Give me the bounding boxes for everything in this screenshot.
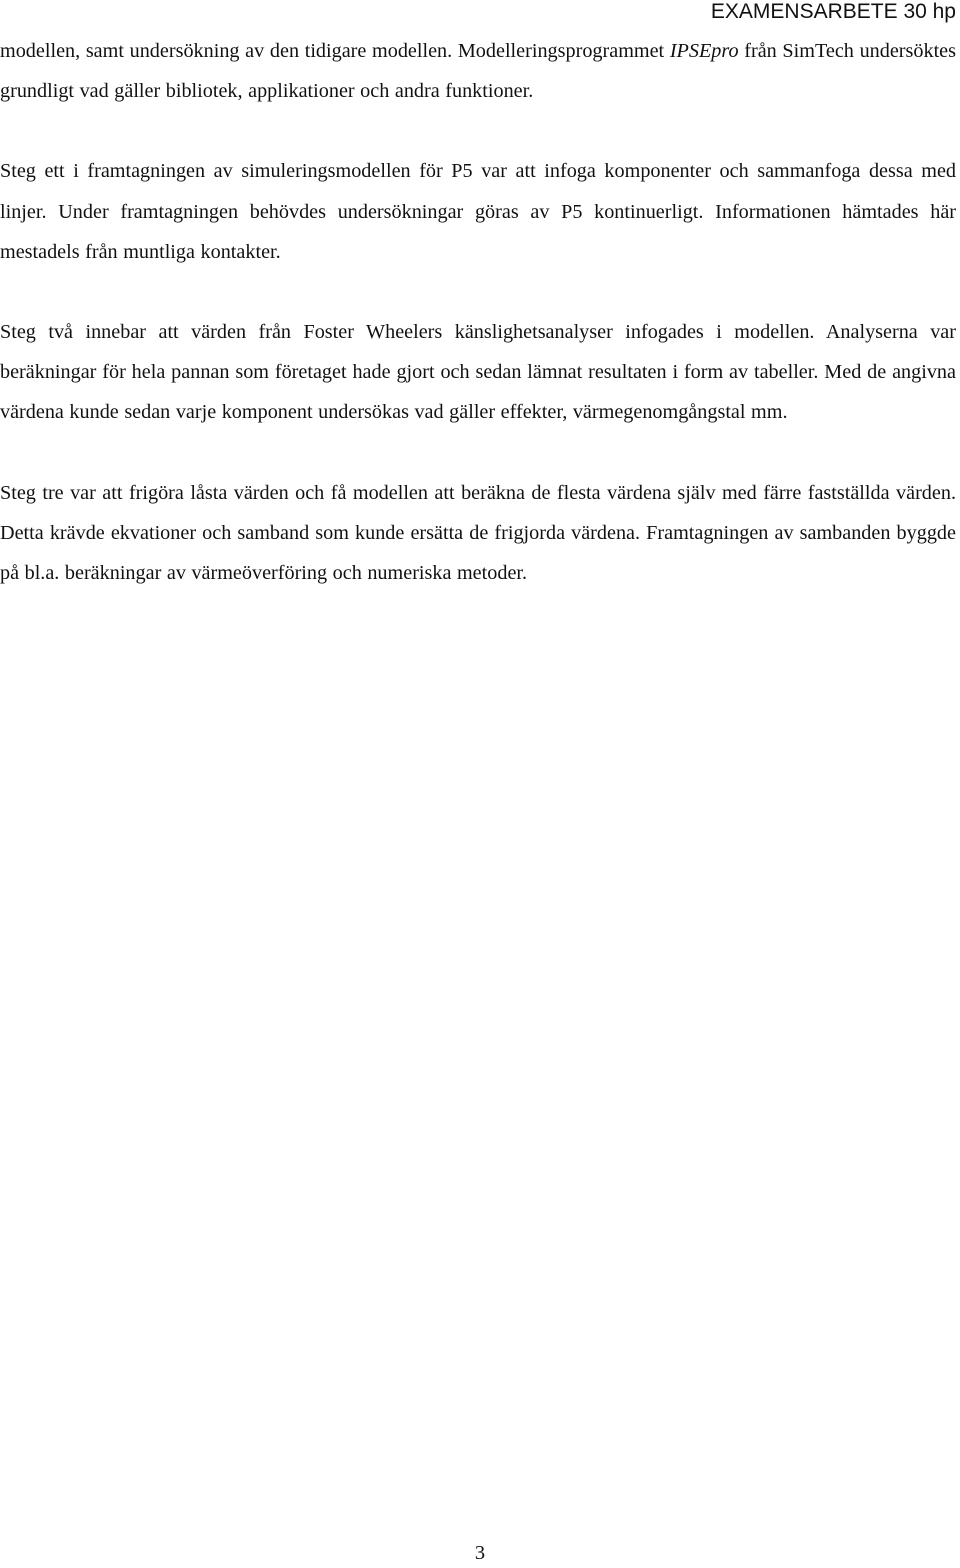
paragraph-step-one: Steg ett i framtagningen av simuleringsmodellen för P5 var att infoga komponenter och sammanfoga dessa med linjer. Under framtagningen behövdes undersökningar göras av P5 kontinuerligt. Informationen hämtades här mestadels från muntliga kontakter. xyxy=(0,160,956,263)
paragraph-step-three: Steg tre var att frigöra låsta värden och få modellen att beräkna de flesta värdena själv med färre fastställda värden. Detta krävde ekvationer och samband som kunde ersätta de frigjorda värdena. Framtagningen av sambanden byggde på bl.a. beräkningar av värmeöverföring och numeriska metoder. xyxy=(0,481,956,585)
paragraph-step-two: Steg två innebar att värden från Foster Wheelers känslighetsanalyser infogades i modellen. Analyserna var beräkningar för hela pannan som företaget hade gjort och sedan lämnat resultaten i form av tabeller. Med de angivna värdena kunde sedan varje komponent undersökas vad gäller effekter, värmegenomgångstal mm. xyxy=(0,321,956,424)
document-body xyxy=(0,31,956,633)
paragraph-intro-text-end: från SimTech undersöktes grundligt vad gäller bibliotek, applikationer och andra funktioner. xyxy=(0,40,957,103)
software-name-emphasis: IPSEpro xyxy=(669,40,739,62)
running-header-title: EXAMENSARBETE 30 hp xyxy=(710,0,956,23)
paragraph-intro xyxy=(0,31,956,111)
page-number: 3 xyxy=(474,1542,486,1564)
paragraph-intro-text-start: modellen, samt undersökning av den tidigare modellen. Modelleringsprogrammet xyxy=(0,40,670,62)
